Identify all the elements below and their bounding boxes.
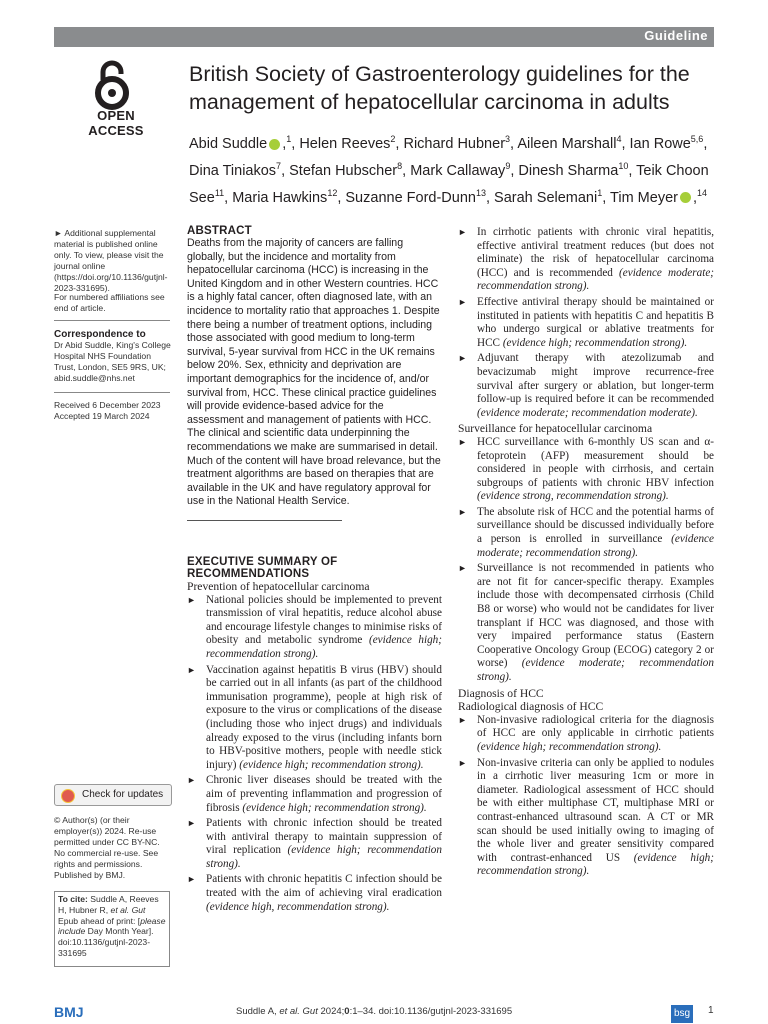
recommendation-text: Non-invasive radiological criteria for the diagnosis of HCC are only applicable in cirrhotic patients (477, 713, 714, 740)
evidence-grade: (evidence moderate; recommendation moderate). (477, 406, 698, 419)
cite-text: Day Month Year]. doi:10.1136/gutjnl-2023-331695 (58, 926, 154, 958)
received-date: Received 6 December 2023 (54, 400, 161, 410)
dates-block (54, 400, 172, 422)
recommendations-column (458, 226, 714, 881)
correspondence-text: Dr Abid Suddle, King's College Hospital NHS Foundation Trust, London, SE5 9RS, UK; abid.suddle@nhs.net (54, 340, 171, 383)
evidence-grade: (evidence high; recommendation strong). (477, 851, 714, 878)
sidebar-divider (54, 392, 170, 393)
author-affiliation-number: 1 (286, 134, 292, 144)
author-name[interactable]: Tim Meyer (610, 189, 678, 206)
diagnosis-heading: Diagnosis of HCC (458, 686, 544, 700)
surveillance-heading: Surveillance for hepatocellular carcinoma (458, 422, 653, 436)
executive-summary-section (187, 556, 442, 916)
recommendation-item (458, 226, 714, 294)
prevention-list (187, 594, 442, 915)
copyright-note: © Author(s) (or their employer(s)) 2024. Re-use permitted under CC BY-NC. No commercial re-use. See rights and permissions. Published by BMJ. (54, 815, 160, 880)
article-title: British Society of Gastroenterology guidelines for the management of hepatocellular carcinoma in adults (189, 62, 690, 114)
author-affiliation-number: 9 (505, 160, 511, 171)
author-name[interactable]: Maria Hawkins (232, 189, 328, 206)
evidence-grade: (evidence high; recommendation strong). (502, 336, 688, 349)
abstract-heading: ABSTRACT (187, 225, 252, 237)
recommendation-item (458, 436, 714, 504)
sidebar-divider (54, 320, 170, 321)
recommendation-item (458, 562, 714, 684)
correspondence-label: Correspondence to (54, 329, 146, 340)
evidence-grade: (evidence high; recommendation strong). (239, 758, 424, 771)
surveillance-list (458, 436, 714, 685)
open-access-lock-icon (94, 60, 130, 110)
bsg-logo: bsg (671, 1005, 693, 1023)
recommendation-text: In cirrhotic patients with chronic viral hepatitis, effective antiviral treatment reduces (but does not eliminate) the risk of hepatocellular carcinoma (HCC) and is recommended (477, 226, 714, 279)
recommendation-text: The absolute risk of HCC and the potential harms of surveillance should be discussed individually before a person is enrolled in surveillance (477, 505, 714, 546)
check-for-updates-label: Check for updates (82, 789, 164, 800)
author-name[interactable]: Sarah Selemani (494, 189, 598, 206)
page-number: 1 (708, 1005, 714, 1016)
recommendation-item (458, 296, 714, 350)
recommendation-item (458, 352, 714, 420)
evidence-grade: (evidence high; recommendation strong). (206, 634, 442, 660)
abstract-text: Deaths from the majority of cancers are falling globally, but the incidence and mortality from hepatocellular carcinoma (HCC) is increasing in the United Kingdom and in other Western countries. HCC is a highly fatal cancer, often diagnosed late, with an incidence to mortality ratio that approaches 1. Despite there being a number of treatment options, including those associated with good medium to long-term survival, 5-year survival from HCC in the UK remains below 20%. Sex, ethnicity and deprivation are important demographics for the incidence of, and/or survival from, HCC. These clinical practice guidelines will provide evidence-based advice for the assessment and management of patients with HCC. The clinical and scientific data underpinning the recommendations we make are summarised in detail. Much of the content will have broad relevance, but the treatment algorithms are based on therapies that are available in the UK and have regulatory approval for use in the National Health Service. (187, 237, 441, 508)
author-affiliation-number: 5,6 (690, 134, 704, 144)
author-affiliation-number: 3 (505, 134, 511, 144)
author-affiliation-number: 1 (597, 187, 603, 198)
affiliations-note: For numbered affiliations see end of article. (54, 292, 165, 313)
recommendation-item (458, 714, 714, 755)
recommendation-text: Vaccination against hepatitis B virus (HBV) should be carried out in all infants (as part of the childhood immunisation programme), people at high risk of exposure to the virus or complications of the disease (including those who inject drugs) and individuals already exposed to the virus (including infants born to HBV-positive mothers, people with needle stick injury) (206, 663, 442, 771)
cite-etal: et al. Gut (110, 904, 146, 915)
cite-label: To cite: (58, 894, 88, 904)
author-name[interactable]: Dinesh Sharma (518, 162, 619, 179)
footer-citation-prefix: Suddle A, (236, 1006, 280, 1017)
recommendation-item (187, 664, 442, 773)
section-label: Guideline (644, 28, 708, 43)
author-affiliation-number: 2 (390, 134, 396, 144)
check-for-updates-button[interactable] (54, 784, 172, 806)
recommendation-text: Chronic liver diseases should be treated with the aim of preventing inflammation and progression of fibrosis (206, 774, 442, 814)
recommendation-text: Effective antiviral therapy should be maintained or instituted in patients with hepatitis C and hepatitis B who undergo surgical or ablative treatments for HCC (477, 295, 714, 349)
cite-text: Epub ahead of print: [ (58, 915, 141, 926)
author-name[interactable]: Mark Callaway (410, 162, 506, 179)
author-affiliation-number: 11 (214, 187, 225, 198)
author-name[interactable]: Aileen Marshall (517, 135, 617, 152)
recommendation-text: Adjuvant therapy with atezolizumab and bevacizumab might improve recurrence-free survival after surgery or ablation, but longer-term follow-up is required before it can be recommended (477, 352, 714, 406)
recommendation-text: Surveillance is not recommended in patients who are not fit for cancer-specific therapy. Examples include those with decompensated cirrhosis (Child B8 or worse) who would not be candidates for liver transplant if HCC was diagnosed, and those with very impaired performance status (Eastern Cooperative Oncology Group (ECOG) category 2 or worse) (477, 562, 714, 670)
evidence-grade: (evidence strong, recommendation strong). (477, 490, 669, 503)
author-name[interactable]: Teik Choon See (189, 162, 709, 206)
evidence-grade: (evidence high; recommendation strong). (206, 844, 442, 870)
author-affiliation-number: 14 (697, 187, 708, 198)
footer-citation (236, 1006, 512, 1017)
open-access-label: OPEN ACCESS (88, 108, 144, 138)
orcid-icon[interactable] (680, 192, 691, 203)
footer-citation-etal: et al. Gut (279, 1006, 318, 1017)
author-affiliation-number: 12 (327, 187, 338, 198)
recommendation-text: National policies should be implemented to prevent transmission of viral hepatitis, reduce alcohol abuse and encourage lifestyle changes to minimise risks of obesity and metabolic syndrome (206, 593, 442, 647)
abstract-section (187, 225, 442, 509)
accepted-date: Accepted 19 March 2024 (54, 411, 150, 421)
correspondence-block (54, 329, 172, 384)
prevention-list-continued (458, 226, 714, 420)
footer-citation-volume: 0 (344, 1006, 350, 1017)
evidence-grade: (evidence moderate; recommendation strong). (477, 657, 714, 683)
author-affiliation-number: 8 (397, 160, 403, 171)
recommendation-text: Patients with chronic hepatitis C infection should be treated with the aim of achieving viral eradication (206, 873, 442, 900)
recommendation-item (187, 873, 442, 914)
author-name[interactable]: Richard Hubner (403, 135, 506, 152)
evidence-grade: (evidence high; recommendation strong). (477, 740, 662, 753)
author-name[interactable]: Ian Rowe (629, 135, 691, 152)
evidence-grade: (evidence moderate; recommendation strong). (477, 533, 714, 559)
author-affiliation-number: 4 (616, 134, 622, 144)
recommendation-item (187, 774, 442, 815)
author-affiliation-number: 10 (618, 160, 629, 171)
author-list: Abid Suddle ,$^1$, Helen Reeves$^2$, Richard Hubner$^3$, Aileen Marshall$^4$, Ian Rowe$^{5,6}$, Dina Tiniakos$^7$, Stefan Hubscher$^8$, Mark Callaway$^9$, Dinesh Sharma$^{10}$, Teik Choon See$^{11}$, Maria Hawkins$^{12}$, Suzanne Ford-Dunn$^{13}$, Sarah Selemani$^1$, Tim Meyer ,$^{14}$ (189, 134, 709, 206)
evidence-grade: (evidence high, recommendation strong). (206, 900, 390, 913)
author-name[interactable]: Abid Suddle (189, 135, 268, 152)
recommendation-item (187, 817, 442, 871)
crossmark-icon (61, 789, 75, 803)
orcid-icon[interactable] (269, 139, 280, 150)
author-name[interactable]: Helen Reeves (299, 135, 391, 152)
bmj-logo: BMJ (54, 1004, 84, 1020)
recommendation-item (458, 757, 714, 879)
recommendation-item (187, 594, 442, 662)
author-affiliation-number: 13 (475, 187, 486, 198)
recommendation-text: HCC surveillance with 6-monthly US scan and α-fetoprotein (AFP) measurement should be considered in people with cirrhosis, and certain subgroups of patients with chronic HBV infection (477, 435, 714, 489)
footer-citation-mid: 2024; (317, 1006, 345, 1017)
evidence-grade: (evidence high; recommendation strong). (242, 801, 427, 814)
author-name[interactable]: Stefan Hubscher (289, 162, 398, 179)
supplemental-note: ► Additional supplemental material is published online only. To view, please visit the journal online (https://doi.org/10.1136/gutjnl-2023-331695). (54, 228, 168, 293)
cite-text: Suddle A, Reeves H, Hubner R, (58, 894, 159, 915)
radiological-list (458, 714, 714, 879)
footer-citation-suffix: :1–34. doi:10.1136/gutjnl-2023-331695 (349, 1006, 513, 1017)
recommendation-text: Non-invasive criteria can only be applied to nodules in a cirrhotic liver measuring 1cm or more in diameter. Radiological assessment of HCC should be with either multiphase CT, multiphase MRI or contrast-enhanced ultrasound scan. A CT or MR scan should be used initially owing to imaging of the whole liver and greater sensitivity compared with contrast-enhanced US (477, 756, 714, 864)
radiological-heading: Radiological diagnosis of HCC (458, 700, 604, 714)
abstract-divider (187, 520, 342, 521)
section-header-bar (54, 27, 714, 47)
cite-please: please include (58, 915, 166, 937)
evidence-grade: (evidence moderate; recommendation strong). (477, 266, 715, 293)
author-name[interactable]: Dina Tiniakos (189, 162, 277, 179)
author-name[interactable]: Suzanne Ford-Dunn (345, 189, 476, 206)
recommendation-item (458, 506, 714, 560)
executive-heading: EXECUTIVE SUMMARY OF RECOMMENDATIONS (187, 556, 338, 580)
prevention-heading: Prevention of hepatocellular carcinoma (187, 580, 370, 593)
author-affiliation-number: 7 (276, 160, 282, 171)
cite-box (54, 891, 170, 967)
recommendation-text: Patients with chronic infection should be treated with antiviral therapy to maintain suppression of viral replication (206, 817, 442, 857)
